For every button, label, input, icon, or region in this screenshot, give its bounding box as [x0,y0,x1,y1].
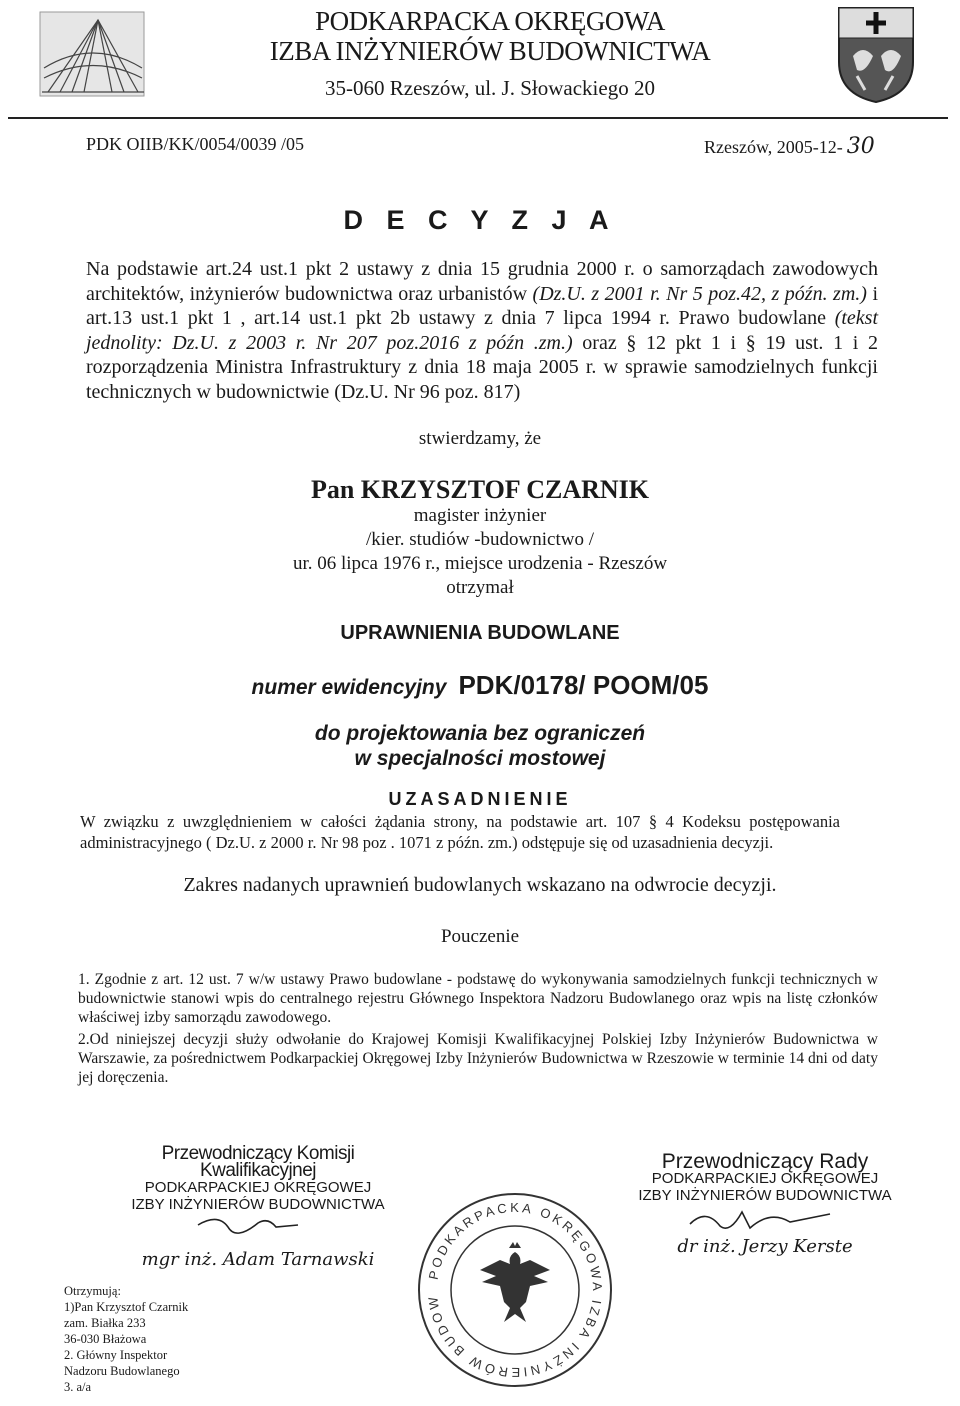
organization-name-line2: IZBA INŻYNIERÓW BUDOWNICTWA [269,36,711,66]
signature-left-org1: PODKARPACKIEJ OKRĘGOWEJ [144,1179,372,1196]
organization-name-line1: PODKARPACKA OKRĘGOWA [315,6,665,36]
person-degree: magister inżynier [413,505,547,526]
recipient-line: zam. Białka 233 [64,1316,146,1330]
header-divider [8,117,948,119]
organization-address: 35-060 Rzeszów, ul. J. Słowackiego 20 [325,76,655,100]
signature-right-title: Przewodniczący Rady [661,1150,869,1173]
person-birth: ur. 06 lipca 1976 r., miejsce urodzenia - Rzeszów [292,553,668,574]
registry-number-label: numer ewidencyjny [251,676,447,699]
permit-scope-line2: w specjalności mostowej [354,747,606,770]
signature-left-title: Przewodniczący Komisji Kwalifikacyjnej [161,1143,355,1181]
coat-of-arms [835,4,917,104]
registry-number-row [0,670,960,701]
recipient-line: 2. Główny Inspektor [64,1348,168,1362]
person-studies: /kier. studiów -budownictwo / [366,529,594,550]
issue-date [704,134,875,159]
signature-block-right [610,1150,920,1257]
permit-title: UPRAWNIENIA BUDOWLANE [340,622,620,644]
signature-right-signer: dr inż. Jerzy Kerste [677,1236,853,1257]
signature-block-left [108,1145,408,1268]
instruction-heading: Pouczenie [440,926,520,947]
legal-basis-paragraph [86,257,878,404]
person-received: otrzymał [446,577,514,598]
instruction-point-1: 1. Zgodnie z art. 12 ust. 7 w/w ustawy Prawo budowlane - podstawę do wykonywania samodzielnych funkcji technicznych w budownictwie stanowi wpis do centralnego rejestru Głównego Inspektora Nadzoru Budowlanego oraz wpis na listę członków właściwej izby samorządu zawodowego. [78,971,878,1026]
recipient-line: 36-030 Błażowa [64,1332,147,1346]
eagle-emblem-icon [480,1242,550,1322]
instruction-point-2: 2.Od niniejszej decyzji służy odwołanie do Krajowej Komisji Kwalifikacyjnej Polskiej Izby Inżynierów Budownictwa w Warszawie, za pośrednictwem Podkarpackiej Okręgowej Izby Inżynierów Budownictwa w Rzeszowie w terminie 14 dni od daty jej doręczenia. [78,1031,878,1086]
organization-logo [38,8,148,100]
registry-number: PDK/0178/ POOM/05 [458,670,709,700]
recipient-line: 3. a/a [64,1380,92,1394]
statement-intro: stwierdzamy, że [418,428,542,449]
reference-number: PDK OIIB/KK/0054/0039 /05 [86,134,305,154]
recipients-heading: Otrzymują: [64,1284,121,1298]
recipient-line: 1)Pan Krzysztof Czarnik [64,1300,189,1314]
signature-left-signer: mgr inż. Adam Tarnawski [141,1249,375,1270]
date-printed: Rzeszów, 2005-12- [704,137,843,157]
legal-basis-text-1: Na podstawie art.24 ust.1 pkt 2 ustawy z dnia 15 grudnia 2000 r. o samorządach zawodowych architektów, inżynierów budownictwa oraz urbanistów [86,258,878,305]
legal-basis-citation-2: (tekst jednolity: Dz.U. z 2003 r. Nr 207 poz.2016 z późn .zm.) [86,307,878,354]
recipients-list [64,1283,188,1395]
permit-scope-line1: do projektowania bez ograniczeń [314,722,646,745]
legal-basis-text-2: i art.13 ust.1 pkt 1 , art.14 ust.1 pkt 2b ustawy z dnia 7 lipca 1994 r. Prawo budowlane [86,282,878,329]
document-title: D E C Y Z J A [343,205,617,235]
signature-left-org2: IZBY INŻYNIERÓW BUDOWNICTWA [131,1196,385,1213]
official-round-stamp [410,1190,620,1390]
signature-right-org2: IZBY INŻYNIERÓW BUDOWNICTWA [638,1187,892,1204]
signature-right-org1: PODKARPACKIEJ OKRĘGOWEJ [651,1170,879,1187]
handwritten-signature-left [108,1213,408,1247]
handwritten-signature-right [610,1204,920,1234]
date-handwritten-day: 30 [846,134,875,159]
justification-text: W związku z uwzględnieniem w całości żądania strony, na podstawie art. 107 § 4 Kodeksu postępowania administracyjnego ( Dz.U. z 2000 r. Nr 98 poz . 1071 z późn. zm.) odstępuje się od uzasadnienia decyzji. [80,812,840,852]
stamp-ring-text: PODKARPACKA OKRĘGOWA IZBA INŻYNIERÓW BUDOW [424,1199,606,1381]
justification-heading: UZASADNIENIE [388,789,572,809]
legal-basis-text-3: oraz § 12 pkt 1 i § 19 ust. 1 i 2 rozporządzenia Ministra Infrastruktury z dnia 18 maja 2005 r. w sprawie samodzielnych funkcji technicznych w budownictwie (Dz.U. Nr 96 poz. 817) [86,331,878,403]
recipient-line: Nadzoru Budowlanego [64,1364,180,1378]
legal-basis-citation-1: (Dz.U. z 2001 r. Nr 5 poz.42, z późn. zm.) [532,282,867,305]
scope-note: Zakres nadanych uprawnień budowlanych wskazano na odwrocie decyzji. [183,874,777,896]
person-name: Pan KRZYSZTOF CZARNIK [310,475,650,504]
